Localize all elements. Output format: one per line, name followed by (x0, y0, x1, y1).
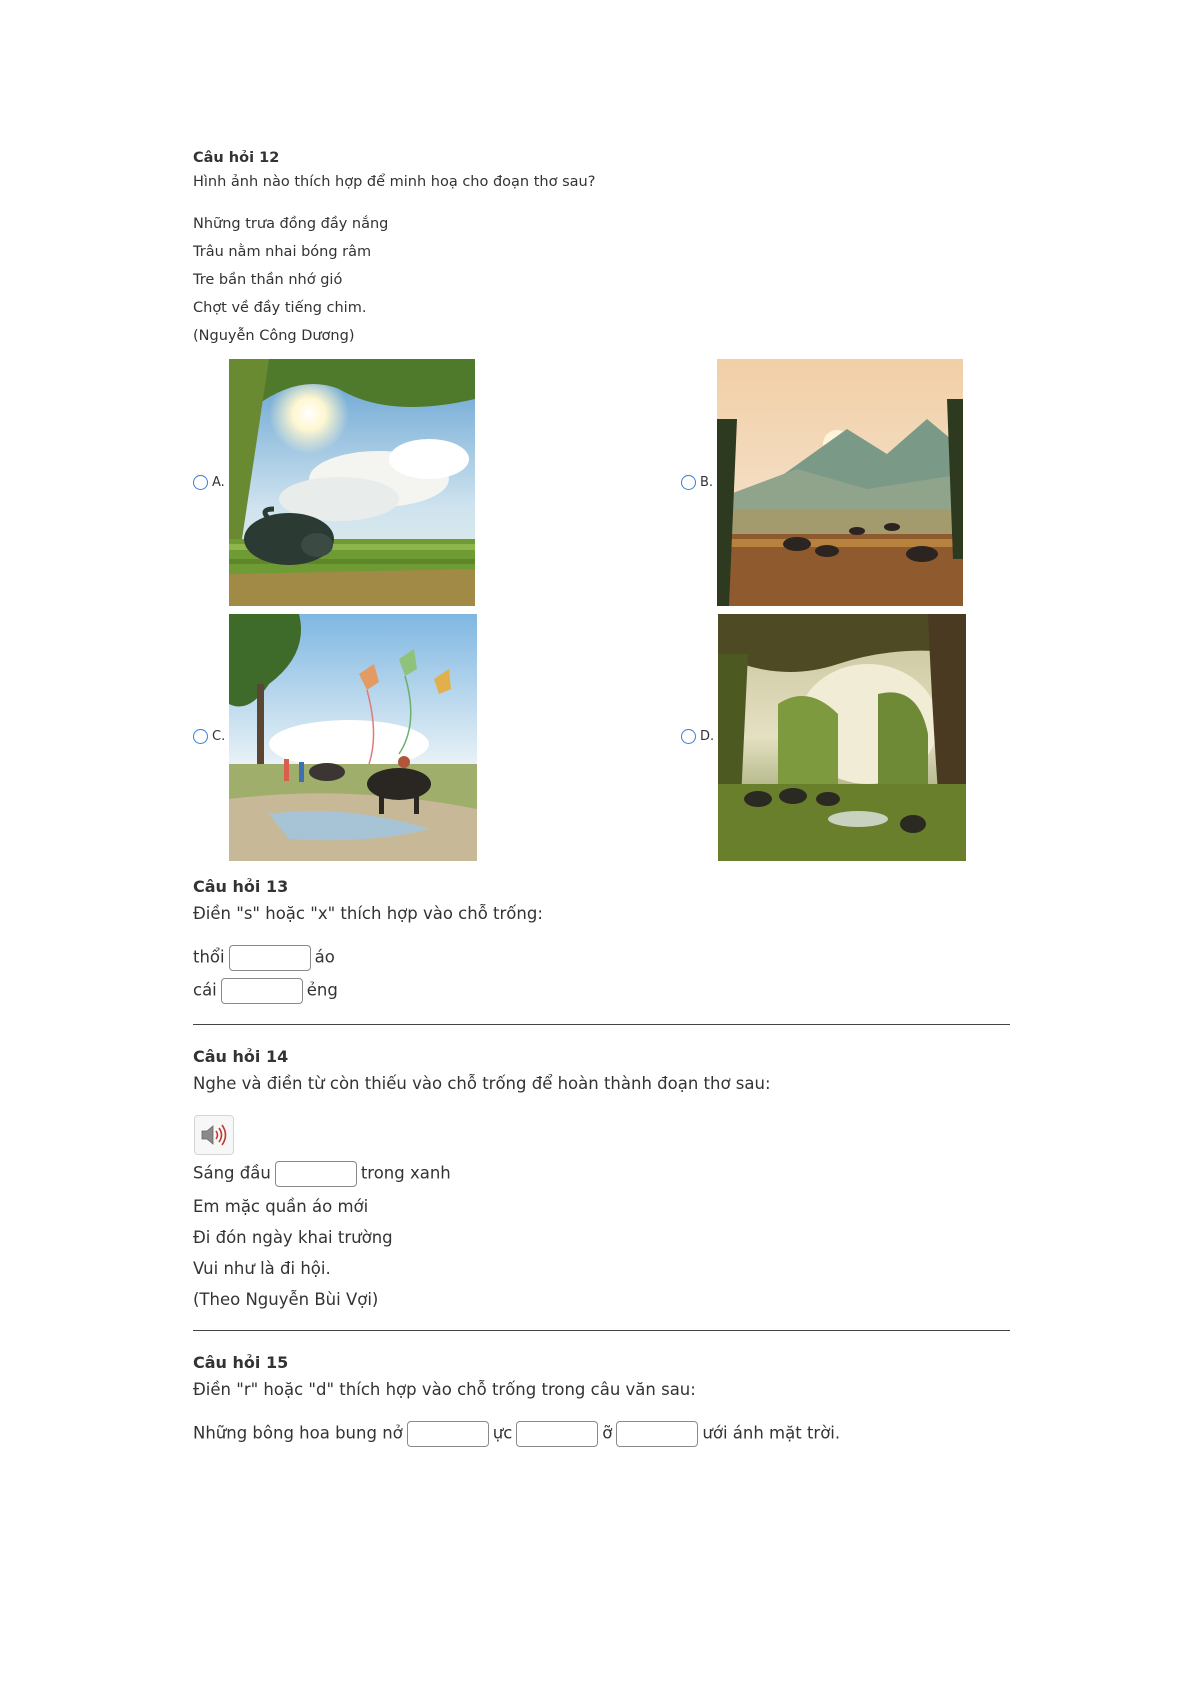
q12-prompt: Hình ảnh nào thích hợp để minh hoạ cho đoạn thơ sau? (193, 174, 596, 190)
option-b-radio[interactable] (681, 475, 696, 490)
q14-blank-1[interactable] (275, 1161, 357, 1187)
q13-blank-1[interactable] (229, 945, 311, 971)
q13-item-1-before: thổi (193, 947, 225, 967)
divider-2 (193, 1330, 1010, 1331)
q12-poem-line-2: Trâu nằm nhai bóng râm (193, 244, 372, 260)
option-c-radio[interactable] (193, 729, 208, 744)
q13-item-2-before: cái (193, 980, 217, 1000)
q14-line-2: Em mặc quần áo mới (193, 1197, 369, 1216)
q14-line-1-after: trong xanh (360, 1163, 451, 1183)
q12-title: Câu hỏi 12 (193, 150, 280, 166)
q15-part-3: ỡ (602, 1423, 613, 1443)
option-d-image[interactable] (718, 614, 966, 861)
option-c-label: C. (212, 729, 226, 744)
q13-title: Câu hỏi 13 (193, 877, 289, 896)
q15-sentence (193, 1421, 840, 1447)
q13-item-1 (193, 945, 335, 971)
q14-author: (Theo Nguyễn Bùi Vợi) (193, 1290, 379, 1309)
q15-title: Câu hỏi 15 (193, 1353, 289, 1372)
q14-line-1-before: Sáng đầu (193, 1163, 271, 1183)
q15-blank-3[interactable] (616, 1421, 698, 1447)
divider-1 (193, 1024, 1010, 1025)
q12-poem-author: (Nguyễn Công Dương) (193, 328, 355, 344)
q15-part-4: ưới ánh mặt trời. (702, 1423, 841, 1443)
q12-poem-line-1: Những trưa đồng đầy nắng (193, 216, 389, 232)
q15-blank-1[interactable] (407, 1421, 489, 1447)
q14-line-1 (193, 1161, 451, 1187)
q13-item-2 (193, 978, 338, 1004)
q14-title: Câu hỏi 14 (193, 1047, 289, 1066)
q13-item-1-after: áo (314, 947, 335, 967)
option-c-image[interactable] (229, 614, 477, 861)
q15-prompt: Điền "r" hoặc "d" thích hợp vào chỗ trống trong câu văn sau: (193, 1380, 696, 1399)
q15-blank-2[interactable] (516, 1421, 598, 1447)
option-a-label: A. (212, 475, 225, 490)
option-d-radio[interactable] (681, 729, 696, 744)
q12-poem-line-3: Tre bần thần nhớ gió (193, 272, 343, 288)
option-a-radio[interactable] (193, 475, 208, 490)
q14-line-3: Đi đón ngày khai trường (193, 1228, 393, 1247)
q15-part-1: Những bông hoa bung nở (193, 1423, 403, 1443)
q15-part-2: ực (492, 1423, 513, 1443)
audio-play-button[interactable] (194, 1115, 234, 1155)
option-a-image[interactable] (229, 359, 475, 606)
q14-line-4: Vui như là đi hội. (193, 1259, 331, 1278)
q13-item-2-after: ẻng (306, 980, 338, 1000)
option-b-label: B. (700, 475, 714, 490)
option-b-image[interactable] (717, 359, 963, 606)
option-d-label: D. (700, 729, 715, 744)
q13-blank-2[interactable] (221, 978, 303, 1004)
q12-poem-line-4: Chợt về đầy tiếng chim. (193, 300, 367, 316)
q14-prompt: Nghe và điền từ còn thiếu vào chỗ trống để hoàn thành đoạn thơ sau: (193, 1074, 771, 1093)
speaker-icon (200, 1123, 228, 1147)
q13-prompt: Điền "s" hoặc "x" thích hợp vào chỗ trống: (193, 904, 543, 923)
